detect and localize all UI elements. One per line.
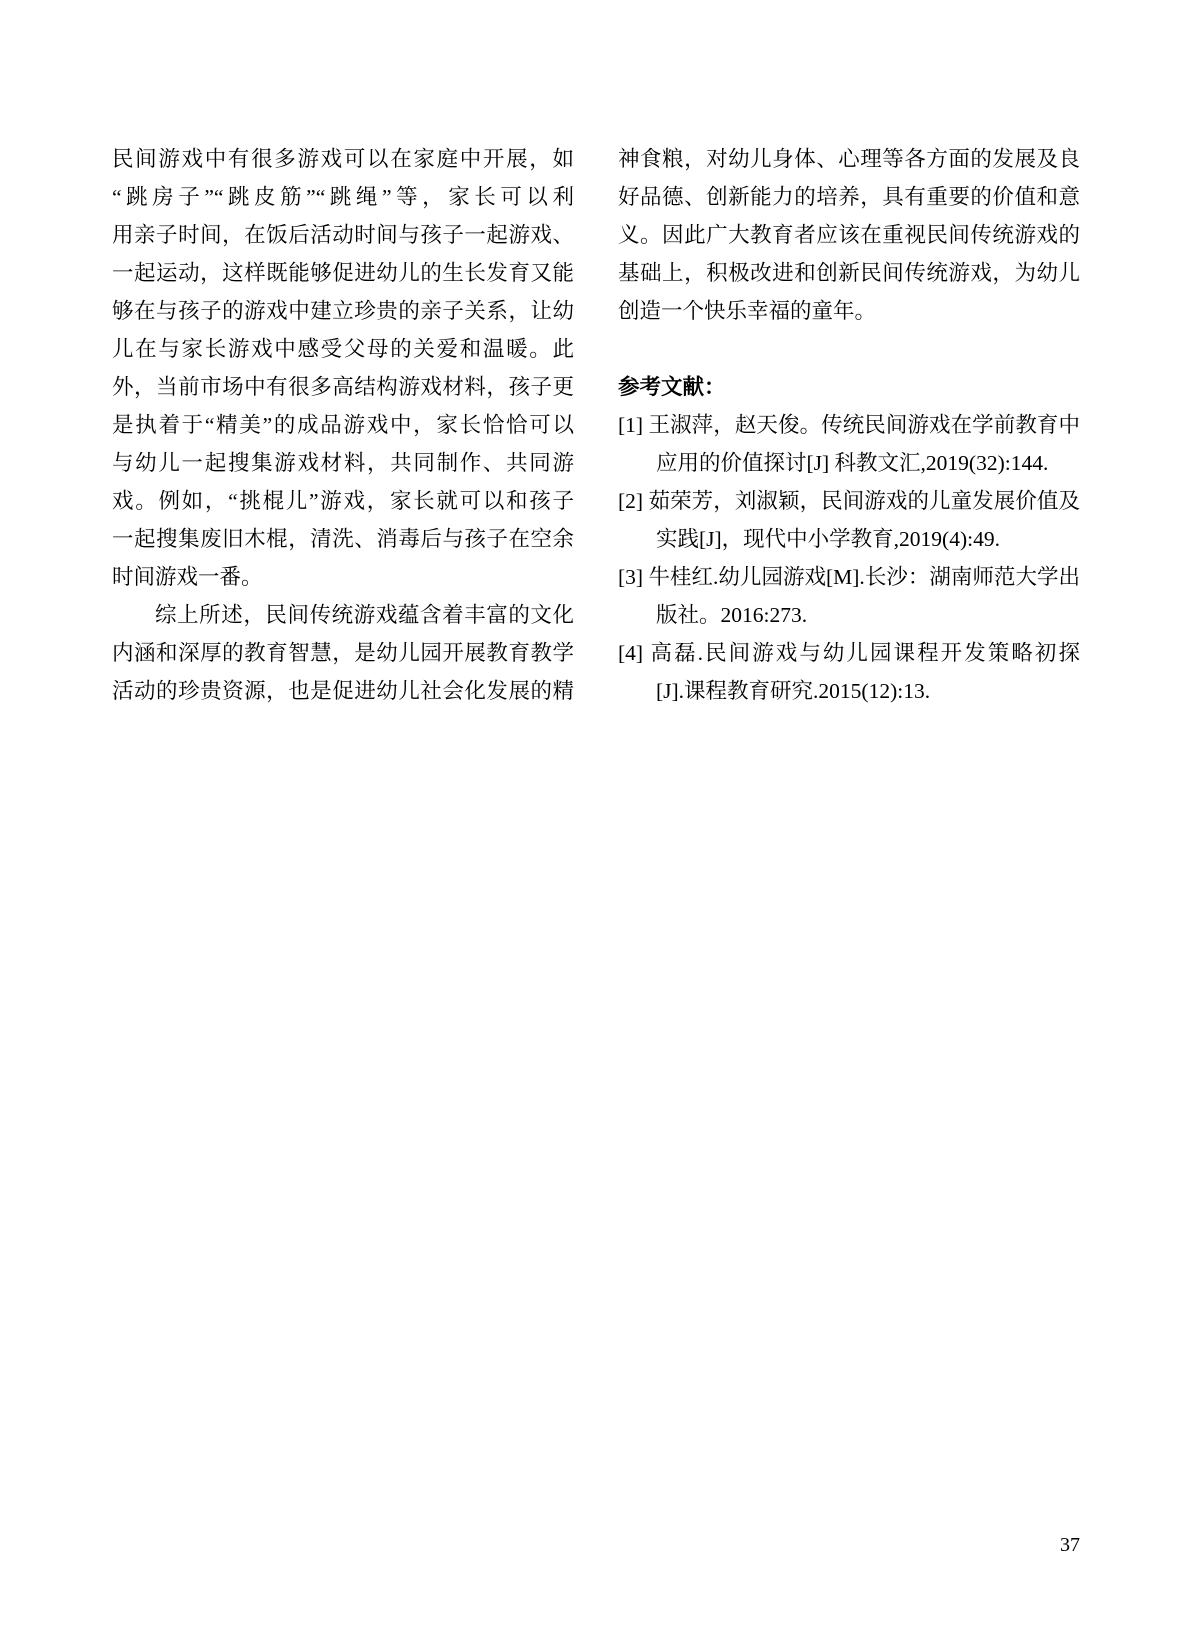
reference-line: [J].课程教育研究.2015(12):13. — [656, 679, 931, 703]
text-line: 综上所述，民间传统游戏蕴含着丰富的文化 — [155, 603, 574, 627]
text-line: 儿在与家长游戏中感受父母的关爱和温暖。此 — [112, 337, 574, 361]
reference-entry — [618, 558, 1080, 634]
text-line: 戏。例如，“挑棍儿”游戏，家长就可以和孩子 — [112, 489, 574, 513]
reference-line: 应用的价值探讨[J] 科教文汇,2019(32):144. — [656, 451, 1049, 475]
references-list — [618, 406, 1080, 710]
text-line: 用亲子时间，在饭后活动时间与孩子一起游戏、 — [112, 223, 574, 247]
reference-line: [3] 牛桂红.幼儿园游戏[M].长沙：湖南师范大学出 — [618, 565, 1080, 589]
reference-line: [2] 茹荣芳，刘淑颖，民间游戏的儿童发展价值及 — [618, 489, 1080, 513]
paragraph-2 — [112, 596, 574, 710]
text-line: 基础上，积极改进和创新民间传统游戏，为幼儿 — [618, 261, 1080, 285]
reference-line: 版社。2016:273. — [656, 603, 808, 627]
page-number: 37 — [1060, 1534, 1080, 1556]
reference-line: 实践[J]，现代中小学教育,2019(4):49. — [656, 527, 1000, 551]
left-column — [112, 140, 574, 710]
text-line: 义。因此广大教育者应该在重视民间传统游戏的 — [618, 223, 1080, 247]
reference-line: [1] 王淑萍，赵天俊。传统民间游戏在学前教育中 — [618, 413, 1080, 437]
text-line: 一起运动，这样既能够促进幼儿的生长发育又能 — [112, 261, 574, 285]
text-line: 神食粮，对幼儿身体、心理等各方面的发展及良 — [618, 147, 1080, 171]
text-line: 外，当前市场中有很多高结构游戏材料，孩子更 — [112, 375, 574, 399]
text-line: 活动的珍贵资源，也是促进幼儿社会化发展的精 — [112, 679, 574, 703]
text-line: 民间游戏中有很多游戏可以在家庭中开展，如 — [112, 147, 574, 171]
paragraph-1 — [112, 140, 574, 596]
reference-entry — [618, 634, 1080, 710]
reference-line: [4] 高磊.民间游戏与幼儿园课程开发策略初探 — [618, 641, 1080, 665]
text-line: “跳房子”“跳皮筋”“跳绳”等，家长可以利 — [112, 185, 574, 209]
text-line: 是执着于“精美”的成品游戏中，家长恰恰可以 — [112, 413, 574, 437]
text-line: 与幼儿一起搜集游戏材料，共同制作、共同游 — [112, 451, 574, 475]
right-column — [618, 140, 1080, 710]
reference-entry — [618, 482, 1080, 558]
paragraph-continuation — [618, 140, 1080, 330]
text-line: 时间游戏一番。 — [112, 565, 263, 589]
reference-entry — [618, 406, 1080, 482]
text-line: 一起搜集废旧木棍，清洗、消毒后与孩子在空余 — [112, 527, 574, 551]
text-line: 好品德、创新能力的培养，具有重要的价值和意 — [618, 185, 1080, 209]
text-line: 内涵和深厚的教育智慧，是幼儿园开展教育教学 — [112, 641, 574, 665]
text-line: 创造一个快乐幸福的童年。 — [618, 299, 877, 323]
references-heading: 参考文献： — [618, 375, 726, 399]
text-line: 够在与孩子的游戏中建立珍贵的亲子关系，让幼 — [112, 299, 574, 323]
blank-line — [618, 330, 1080, 368]
